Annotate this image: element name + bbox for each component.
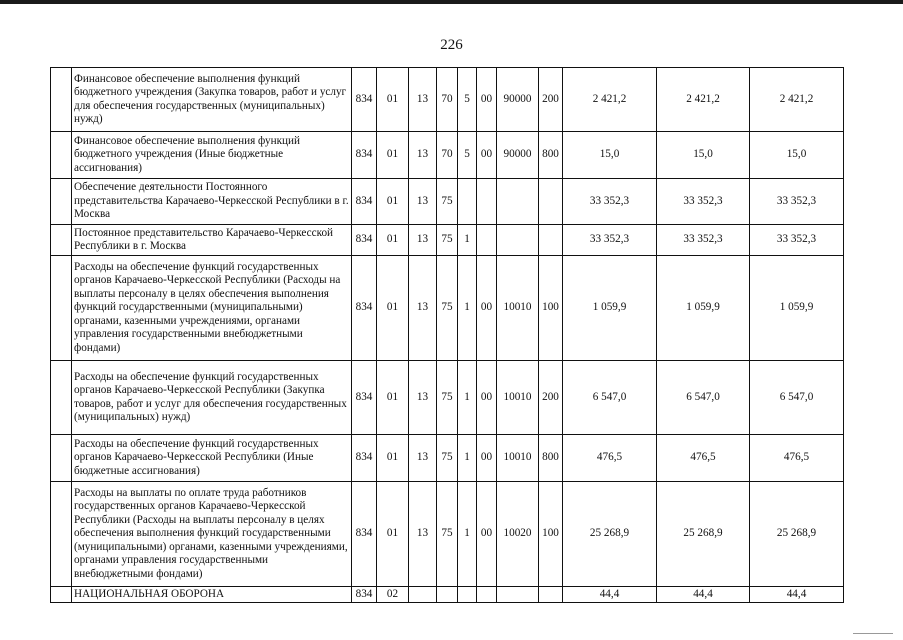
row-gutter-cell	[51, 179, 72, 225]
code-section-cell: 01	[377, 225, 409, 256]
row-name: Обеспечение деятельности Постоянного представительства Карачаево-Черкесской Республики в г. Москва	[74, 181, 349, 221]
row-name: Расходы на обеспечение функций государственных органов Карачаево-Черкесской Республики (Иные бюджетные ассигнования)	[74, 437, 319, 477]
amount-2-cell: 2 421,2	[657, 68, 750, 132]
code-event-cell	[477, 179, 497, 225]
code-subprogram-cell: 1	[458, 361, 477, 435]
code-direction-cell: 90000	[497, 68, 539, 132]
code-expense-type-cell	[539, 225, 563, 256]
code-subsection-cell: 13	[409, 225, 437, 256]
code-expense-type-cell	[539, 587, 563, 603]
row-name-cell	[72, 225, 352, 256]
amount-3-cell: 25 268,9	[750, 482, 844, 587]
table-row	[51, 68, 844, 132]
row-name: НАЦИОНАЛЬНАЯ ОБОРОНА	[74, 587, 225, 600]
row-name-cell	[72, 361, 352, 435]
amount-1-cell: 2 421,2	[563, 68, 657, 132]
budget-table	[50, 67, 844, 603]
row-name-cell	[72, 482, 352, 587]
code-ministry-cell: 834	[352, 256, 377, 361]
code-direction-cell	[497, 587, 539, 603]
amount-3-cell: 6 547,0	[750, 361, 844, 435]
amount-2-cell: 476,5	[657, 435, 750, 482]
table-row	[51, 225, 844, 256]
code-subprogram-cell: 1	[458, 256, 477, 361]
code-direction-cell: 10010	[497, 361, 539, 435]
amount-2-cell: 44,4	[657, 587, 750, 603]
amount-1-cell: 44,4	[563, 587, 657, 603]
scan-edge-mark	[853, 633, 893, 634]
top-border-rule	[0, 0, 903, 4]
code-direction-cell: 10010	[497, 435, 539, 482]
code-subprogram-cell: 5	[458, 132, 477, 179]
amount-1-cell: 476,5	[563, 435, 657, 482]
amount-3-cell: 2 421,2	[750, 68, 844, 132]
table-row	[51, 256, 844, 361]
amount-3-cell: 15,0	[750, 132, 844, 179]
code-ministry-cell: 834	[352, 361, 377, 435]
code-expense-type-cell: 100	[539, 482, 563, 587]
code-program-cell: 75	[437, 225, 458, 256]
amount-1-cell: 6 547,0	[563, 361, 657, 435]
code-expense-type-cell: 800	[539, 132, 563, 179]
amount-3-cell: 476,5	[750, 435, 844, 482]
code-ministry-cell: 834	[352, 587, 377, 603]
code-subsection-cell	[409, 587, 437, 603]
amount-2-cell: 33 352,3	[657, 179, 750, 225]
code-expense-type-cell: 200	[539, 361, 563, 435]
table-row	[51, 435, 844, 482]
row-name-cell	[72, 256, 352, 361]
code-program-cell: 70	[437, 68, 458, 132]
row-name-cell	[72, 587, 352, 603]
row-gutter-cell	[51, 482, 72, 587]
row-name-cell	[72, 68, 352, 132]
code-event-cell	[477, 225, 497, 256]
amount-1-cell: 33 352,3	[563, 179, 657, 225]
amount-1-cell: 1 059,9	[563, 256, 657, 361]
code-subsection-cell: 13	[409, 132, 437, 179]
table-row	[51, 361, 844, 435]
code-subsection-cell: 13	[409, 482, 437, 587]
code-program-cell: 75	[437, 435, 458, 482]
table-row	[51, 132, 844, 179]
amount-3-cell: 1 059,9	[750, 256, 844, 361]
table-row	[51, 587, 844, 603]
amount-3-cell: 33 352,3	[750, 225, 844, 256]
code-event-cell: 00	[477, 68, 497, 132]
table-row	[51, 482, 844, 587]
code-section-cell: 01	[377, 179, 409, 225]
code-direction-cell: 90000	[497, 132, 539, 179]
code-program-cell: 75	[437, 361, 458, 435]
code-ministry-cell: 834	[352, 482, 377, 587]
row-gutter-cell	[51, 225, 72, 256]
code-ministry-cell: 834	[352, 68, 377, 132]
amount-2-cell: 15,0	[657, 132, 750, 179]
amount-1-cell: 15,0	[563, 132, 657, 179]
code-ministry-cell: 834	[352, 225, 377, 256]
row-gutter-cell	[51, 256, 72, 361]
code-subsection-cell: 13	[409, 68, 437, 132]
row-gutter-cell	[51, 435, 72, 482]
code-subprogram-cell	[458, 179, 477, 225]
code-subsection-cell: 13	[409, 361, 437, 435]
row-name: Расходы на обеспечение функций государственных органов Карачаево-Черкесской Республики (Расходы на выплаты персоналу в целях обеспечения выполнения функций государственными (муниципальными) органами, казенными учреждениями, органами управления государственными внебюджетными фондами)	[74, 261, 341, 354]
code-event-cell: 00	[477, 482, 497, 587]
code-event-cell	[477, 587, 497, 603]
code-section-cell: 01	[377, 361, 409, 435]
row-name-cell	[72, 132, 352, 179]
code-expense-type-cell	[539, 179, 563, 225]
code-event-cell: 00	[477, 435, 497, 482]
code-program-cell: 75	[437, 482, 458, 587]
code-ministry-cell: 834	[352, 435, 377, 482]
code-program-cell: 70	[437, 132, 458, 179]
code-section-cell: 02	[377, 587, 409, 603]
row-gutter-cell	[51, 587, 72, 603]
code-subsection-cell: 13	[409, 179, 437, 225]
code-program-cell	[437, 587, 458, 603]
code-section-cell: 01	[377, 435, 409, 482]
amount-1-cell: 25 268,9	[563, 482, 657, 587]
amount-2-cell: 33 352,3	[657, 225, 750, 256]
code-direction-cell: 10020	[497, 482, 539, 587]
code-subprogram-cell: 1	[458, 435, 477, 482]
code-direction-cell	[497, 179, 539, 225]
row-name: Расходы на выплаты по оплате труда работников государственных органов Карачаево-Черкесской Республики (Расходы на выплаты персоналу в целях обеспечения выполнения функций государственными (муниципальными) органами, казенными учреждениями, органами управления государственными внебюджетными фондами)	[74, 487, 348, 580]
row-name-cell	[72, 435, 352, 482]
code-subprogram-cell	[458, 587, 477, 603]
code-program-cell: 75	[437, 256, 458, 361]
code-section-cell: 01	[377, 482, 409, 587]
code-program-cell: 75	[437, 179, 458, 225]
code-expense-type-cell: 100	[539, 256, 563, 361]
code-event-cell: 00	[477, 132, 497, 179]
amount-2-cell: 6 547,0	[657, 361, 750, 435]
amount-2-cell: 1 059,9	[657, 256, 750, 361]
code-subprogram-cell: 1	[458, 482, 477, 587]
code-section-cell: 01	[377, 256, 409, 361]
amount-2-cell: 25 268,9	[657, 482, 750, 587]
code-subsection-cell: 13	[409, 435, 437, 482]
table-row	[51, 179, 844, 225]
row-gutter-cell	[51, 132, 72, 179]
amount-1-cell: 33 352,3	[563, 225, 657, 256]
row-gutter-cell	[51, 68, 72, 132]
row-name: Постоянное представительство Карачаево-Черкесской Республики в г. Москва	[74, 226, 334, 252]
code-expense-type-cell: 800	[539, 435, 563, 482]
code-ministry-cell: 834	[352, 179, 377, 225]
amount-3-cell: 33 352,3	[750, 179, 844, 225]
code-subprogram-cell: 1	[458, 225, 477, 256]
code-subsection-cell: 13	[409, 256, 437, 361]
amount-3-cell: 44,4	[750, 587, 844, 603]
code-section-cell: 01	[377, 132, 409, 179]
row-name: Расходы на обеспечение функций государственных органов Карачаево-Черкесской Республики (Закупка товаров, работ и услуг для обеспечения государственных (муниципальных) нужд)	[74, 370, 347, 423]
code-section-cell: 01	[377, 68, 409, 132]
code-expense-type-cell: 200	[539, 68, 563, 132]
code-event-cell: 00	[477, 256, 497, 361]
code-direction-cell: 10010	[497, 256, 539, 361]
row-gutter-cell	[51, 361, 72, 435]
row-name-cell	[72, 179, 352, 225]
code-event-cell: 00	[477, 361, 497, 435]
code-ministry-cell: 834	[352, 132, 377, 179]
code-subprogram-cell: 5	[458, 68, 477, 132]
row-name: Финансовое обеспечение выполнения функций бюджетного учреждения (Иные бюджетные ассигнования)	[74, 134, 301, 174]
code-direction-cell	[497, 225, 539, 256]
page-number: 226	[440, 37, 463, 53]
row-name: Финансовое обеспечение выполнения функций бюджетного учреждения (Закупка товаров, работ и услуг для обеспечения государственных (муниципальных) нужд)	[74, 72, 347, 125]
